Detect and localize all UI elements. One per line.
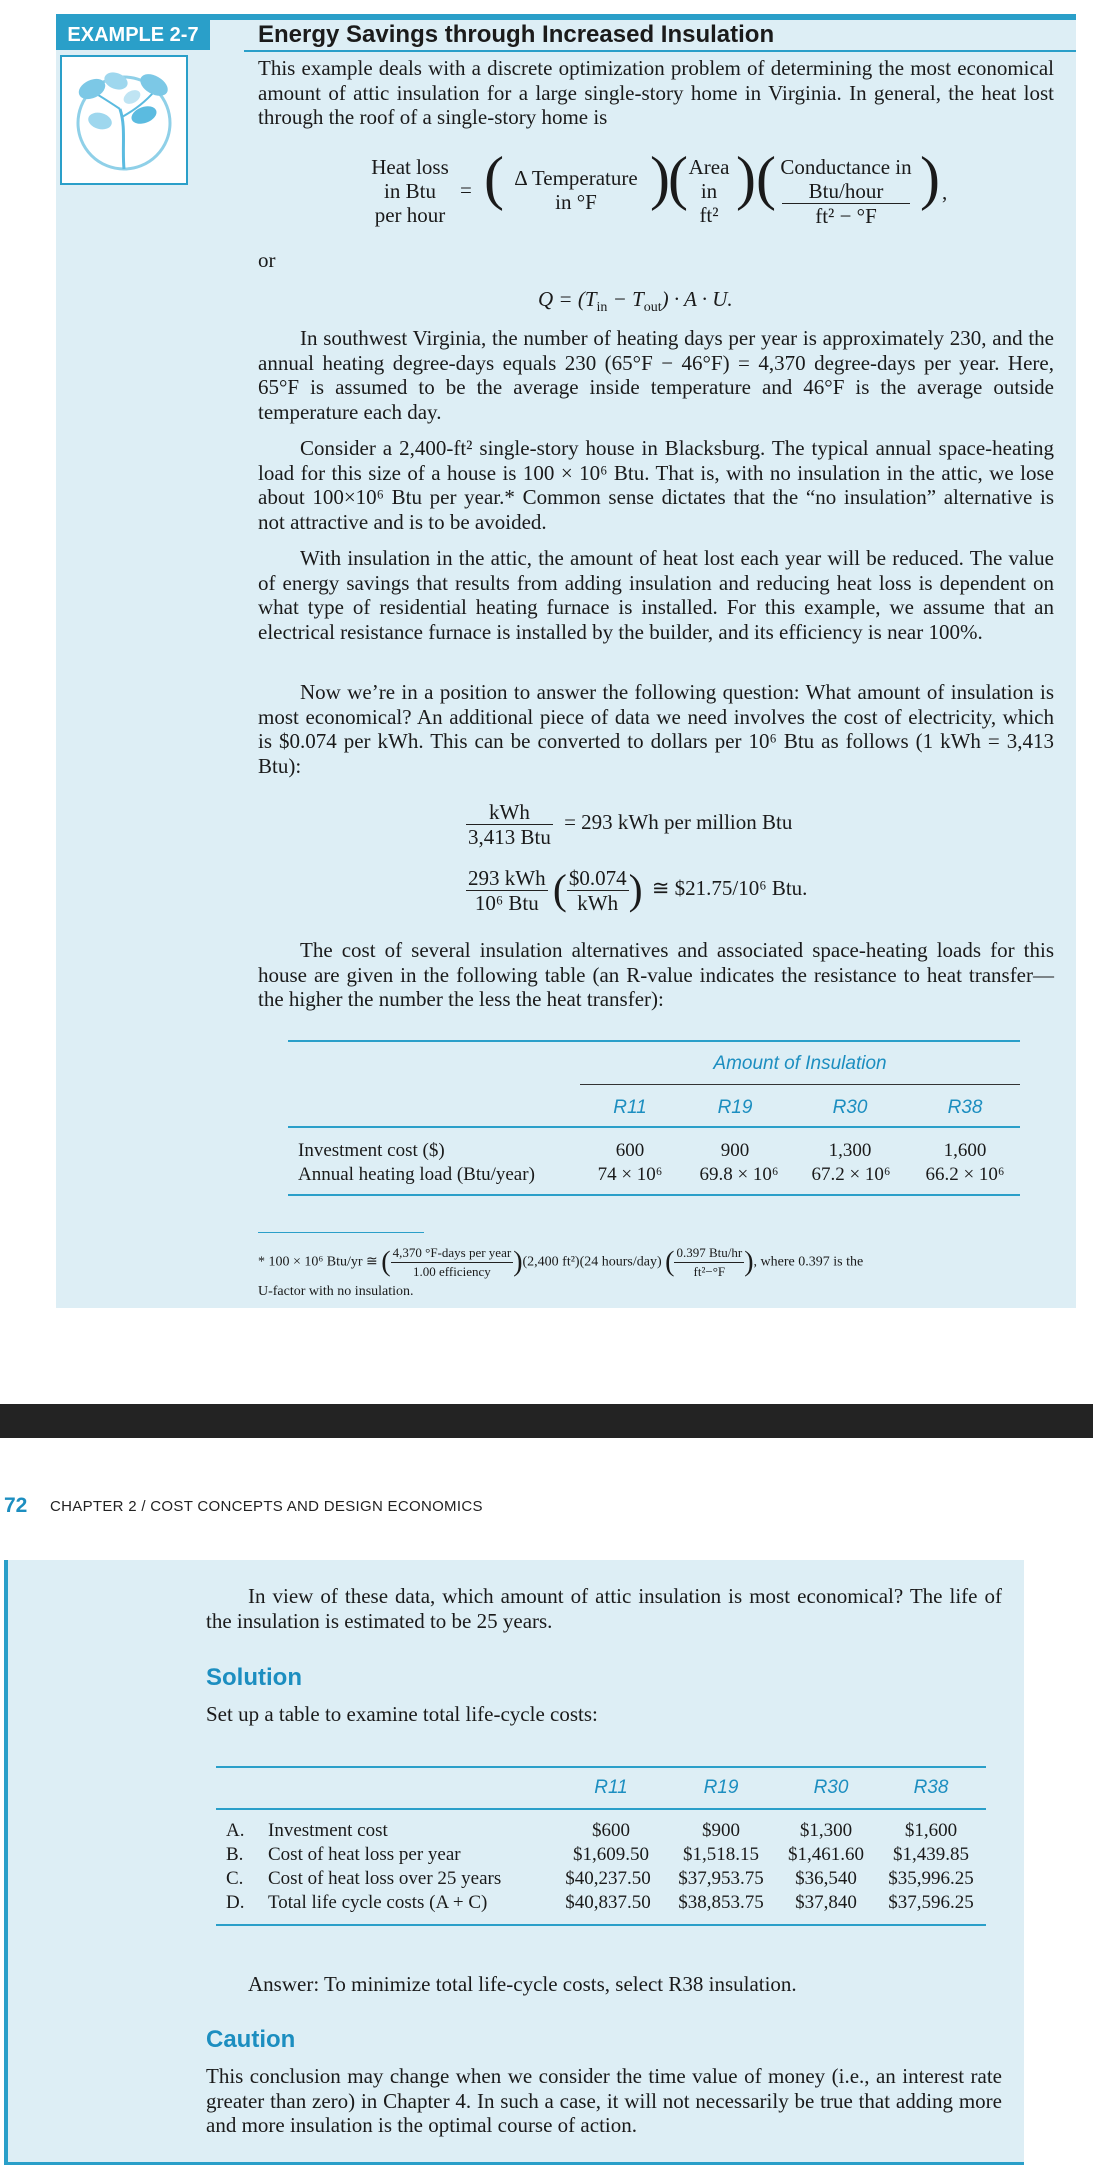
table1-col-r11: R11 xyxy=(613,1097,647,1118)
table2-bottom-rule xyxy=(216,1924,986,1926)
solution-heading: Solution xyxy=(206,1664,302,1691)
paren-close: ) xyxy=(650,145,670,211)
paren-open: ( xyxy=(668,145,688,211)
table-row: Annual heating load (Btu/year) xyxy=(298,1164,535,1185)
paren-open: ( xyxy=(484,145,504,211)
paren-close: ) xyxy=(736,145,756,211)
eq1-comma: , xyxy=(942,180,948,204)
table-cell: $36,540 xyxy=(795,1868,857,1889)
page-number: 72 xyxy=(4,1494,28,1517)
conversion-kwh-per-btu: $\frac{\text{kWh}}{\text{3,413 Btu}}$ = 293 kWh per million Btu xyxy=(468,800,793,849)
table1-bottom-rule xyxy=(288,1194,1020,1196)
table-cell: $1,300 xyxy=(799,1820,853,1841)
footnote-line2: U-factor with no insulation. xyxy=(258,1284,414,1299)
table-row: A. Investment cost xyxy=(226,1820,388,1841)
table-cell: $900 xyxy=(702,1820,740,1841)
area-factor: Area in ft² xyxy=(688,155,730,227)
table-cell: $1,600 xyxy=(904,1820,958,1841)
answer-text: Answer: To minimize total life-cycle costs, select R38 insulation. xyxy=(248,1972,797,1996)
example-label: EXAMPLE 2-7 xyxy=(56,20,210,50)
table-cell: $37,840 xyxy=(795,1892,857,1913)
paren-open: ( xyxy=(756,145,776,211)
equation-q: $Q = (T_{in} - T_{out}) \cdot A \cdot U$. xyxy=(538,287,733,316)
table1-group-rule xyxy=(580,1084,1020,1085)
table-cell: 1,600 xyxy=(943,1140,987,1161)
table-cell: $1,439.85 xyxy=(893,1844,969,1865)
paragraph-house-load: Consider a 2,400-ft² single-story house in Blacksburg. The typical annual space-heating load for this size of a house is 100 × 10⁶ Btu. That is, with no insulation in the attic, we lose about 100×10⁶ Btu per year.* Common sense dictates that the “no insulation” alternative is not attractive and is to be avoided. xyxy=(258,436,1054,534)
table-cell: $600 xyxy=(592,1820,630,1841)
paragraph-table-intro: The cost of several insulation alternatives and associated space-heating loads for this house are given in the following table (an R-value indicates the resistance to heat transfer—the higher the number the less the heat transfer): xyxy=(258,938,1054,1012)
delta-temperature-factor: Δ Temperature in °F xyxy=(514,166,638,214)
table2-top-rule xyxy=(216,1766,986,1768)
or-label: or xyxy=(258,248,276,272)
table-cell: $40,237.50 xyxy=(565,1868,651,1889)
table2-col-r38: R38 xyxy=(913,1777,949,1798)
table1-col-r38: R38 xyxy=(947,1097,983,1118)
table-cell: 74 × 10⁶ xyxy=(597,1164,663,1185)
table-cell: 69.8 × 10⁶ xyxy=(699,1164,779,1185)
table-cell: 67.2 × 10⁶ xyxy=(811,1164,891,1185)
solution-text: Set up a table to examine total life-cycle costs: xyxy=(206,1702,598,1726)
table-cell: $1,518.15 xyxy=(683,1844,759,1865)
table1-col-r19: R19 xyxy=(717,1097,753,1118)
table-cell: 66.2 × 10⁶ xyxy=(925,1164,1005,1185)
example-title: Energy Savings through Increased Insulation xyxy=(258,21,775,48)
table-cell: 1,300 xyxy=(828,1140,872,1161)
table2-col-r30: R30 xyxy=(813,1777,849,1798)
footnote-rule xyxy=(258,1232,424,1233)
table-cell: $37,953.75 xyxy=(678,1868,764,1889)
table-cell: $1,461.60 xyxy=(788,1844,864,1865)
question-paragraph: In view of these data, which amount of attic insulation is most economical? The life of the insulation is estimated to be 25 years. xyxy=(206,1584,1002,1633)
conversion-dollars-per-btu: $\frac{\text{293 kWh}}{\text{10⁶ Btu}}$ ( $\frac{\$0.074}{\text{kWh}}$ ) ≅ $21.75/10⁶ Btu. xyxy=(468,866,808,915)
table2-header-rule xyxy=(216,1808,986,1810)
page-separator xyxy=(0,1404,1093,1438)
chapter-header: CHAPTER 2 / COST CONCEPTS AND DESIGN ECONOMICS xyxy=(50,1498,483,1515)
table-row: B. Cost of heat loss per year xyxy=(226,1844,461,1865)
table-cell: 900 xyxy=(720,1140,750,1161)
table1-col-r30: R30 xyxy=(832,1097,868,1118)
footnote: * 100 × 10⁶ Btu/yr ≅ ( $\frac{\text{4,370 °F-days per year}}{\text{1.00 efficiency}}$ )(2,400 ft²)(24 hours/day) ( $\frac{\text{0.397 Btu/hr}}{\text{ft²−°F}}$ ), where 0.397 is the xyxy=(258,1245,864,1279)
table1-header-rule xyxy=(288,1126,1020,1128)
table2-col-r11: R11 xyxy=(594,1777,628,1798)
table-cell: $40,837.50 xyxy=(565,1892,651,1913)
table-cell: 600 xyxy=(615,1140,645,1161)
table-row: Investment cost ($) xyxy=(298,1140,445,1161)
table-cell: $38,853.75 xyxy=(678,1892,764,1913)
paren-close: ) xyxy=(920,145,940,211)
table-cell: $37,596.25 xyxy=(888,1892,974,1913)
caution-heading: Caution xyxy=(206,2026,296,2053)
table-row: D. Total life cycle costs (A + C) xyxy=(226,1892,488,1913)
table-cell: $1,609.50 xyxy=(573,1844,649,1865)
table-cell: $35,996.25 xyxy=(888,1868,974,1889)
paragraph-furnace: With insulation in the attic, the amount of heat lost each year will be reduced. The value of energy savings that results from adding insulation and reducing heat loss is dependent on what type of residential heating furnace is installed. For this example, we assume that an electrical resistance furnace is installed by the builder, and its efficiency is near 100%. xyxy=(258,546,1054,644)
paragraph-electricity-cost: Now we’re in a position to answer the following question: What amount of insulation is most economical? An additional piece of data we need involves the cost of electricity, which is $0.074 per kWh. This can be converted to dollars per 10⁶ Btu as follows (1 kWh = 3,413 Btu): xyxy=(258,680,1054,778)
paragraph-heating-days: In southwest Virginia, the number of heating days per year is approximately 230, and the annual heating degree-days equals 230 (65°F − 46°F) = 4,370 degree-days per year. Here, 65°F is assumed to be the average inside temperature and 46°F is the average outside temperature each day. xyxy=(258,326,1054,424)
solution-panel-bottom-rule xyxy=(4,2162,1024,2165)
table1-group-header: Amount of Insulation xyxy=(713,1053,887,1074)
conductance-factor: Conductance in Btu/hour ft² − °F xyxy=(780,155,912,228)
table2-col-r19: R19 xyxy=(703,1777,739,1798)
eq1-equals: = xyxy=(460,178,472,202)
table-row: C. Cost of heat loss over 25 years xyxy=(226,1868,502,1889)
heat-loss-label: Heat loss in Btu per hour xyxy=(371,155,449,227)
table1-top-rule xyxy=(288,1040,1020,1042)
caution-text: This conclusion may change when we consider the time value of money (i.e., an interest rate greater than zero) in Chapter 4. In such a case, it will not necessarily be true that adding more and more insulation is the optimal course of action. xyxy=(206,2064,1002,2138)
intro-paragraph: This example deals with a discrete optimization problem of determining the most economical amount of attic insulation for a large single-story home in Virginia. In general, the heat lost through the roof of a single-story home is xyxy=(258,56,1054,130)
title-divider xyxy=(244,50,1076,52)
tree-leaves-icon xyxy=(60,55,188,185)
